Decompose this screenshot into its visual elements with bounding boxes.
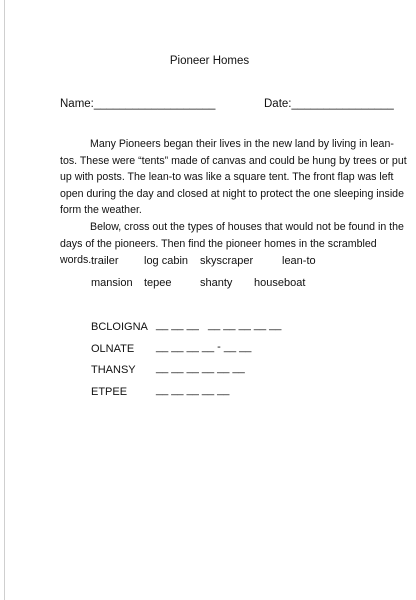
answer-blank: __ __ __ __ __ __ __ __ <box>156 319 282 331</box>
word-bank-item: trailer <box>91 255 119 267</box>
page-title: Pioneer Homes <box>169 55 250 67</box>
answer-blank: __ __ __ __ - __ __ <box>156 341 252 353</box>
scrambled-word: THANSY <box>91 364 136 376</box>
intro-paragraph: Many Pioneers began their lives in the new land by living in lean-tos. These were “tents” made of canvas and could be hung by trees or put up with posts. The lean-to was like a square tent. The front flap was left open during the day and closed at night to protect the one sleeping inside form the weather. <box>60 138 407 216</box>
word-bank-item: log cabin <box>144 255 189 267</box>
word-bank-item: tepee <box>144 277 172 289</box>
answer-blank: __ __ __ __ __ __ <box>156 362 245 374</box>
answer-blank: __ __ __ __ __ <box>156 384 230 396</box>
scrambled-word: BCLOIGNA <box>91 321 148 333</box>
scrambled-word: ETPEE <box>91 386 128 398</box>
word-bank-item: skyscraper <box>200 255 254 267</box>
date-field: Date:________________ <box>264 98 394 110</box>
instructions-paragraph: Below, cross out the types of houses that would not be found in the days of the pioneers. Then find the pioneer homes in the scrambled words. <box>60 221 404 266</box>
worksheet-page <box>4 0 414 600</box>
word-bank-item: shanty <box>200 277 233 289</box>
scrambled-word: OLNATE <box>91 343 135 355</box>
name-field: Name:___________________ <box>60 98 216 110</box>
word-bank-item: lean-to <box>282 255 316 267</box>
word-bank-item: mansion <box>91 277 133 289</box>
word-bank-item: houseboat <box>254 277 306 289</box>
